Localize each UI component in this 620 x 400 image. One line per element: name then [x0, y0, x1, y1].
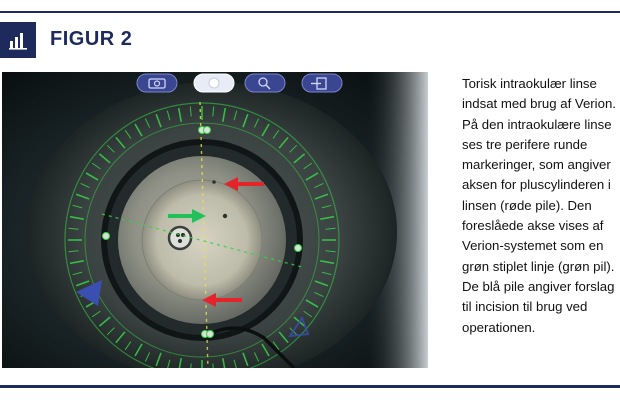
lens-marking-dot: [212, 180, 216, 184]
lens-marking-dot: [223, 214, 227, 218]
figure-title: FIGUR 2: [50, 28, 133, 50]
camera-button[interactable]: [137, 74, 177, 92]
lens-marking-ring: [169, 227, 191, 249]
figure-icon-box: [0, 22, 36, 58]
bottom-rule: [0, 385, 620, 388]
bar-chart-icon: [7, 29, 29, 51]
intraocular-lens: [142, 180, 262, 300]
figure-caption: Torisk intraokulær linse indsat med brug af Verion. På den intraokulære linse ses tre perifere runde markeringer, som angiver aksen for pluscylinderen i linsen (røde pile). Den foreslåede akse vises af Verion-systemet som en grøn stiplet linje (grøn pil). De blå pile angiver forslag til incision til brug ved operationen.: [462, 76, 616, 335]
top-rule: [0, 11, 620, 13]
surgical-photo: [2, 72, 428, 368]
zoom-button[interactable]: [245, 74, 285, 92]
light-icon: [209, 78, 219, 88]
eye-overlay-svg: [2, 72, 428, 368]
figure-header: [0, 22, 620, 58]
